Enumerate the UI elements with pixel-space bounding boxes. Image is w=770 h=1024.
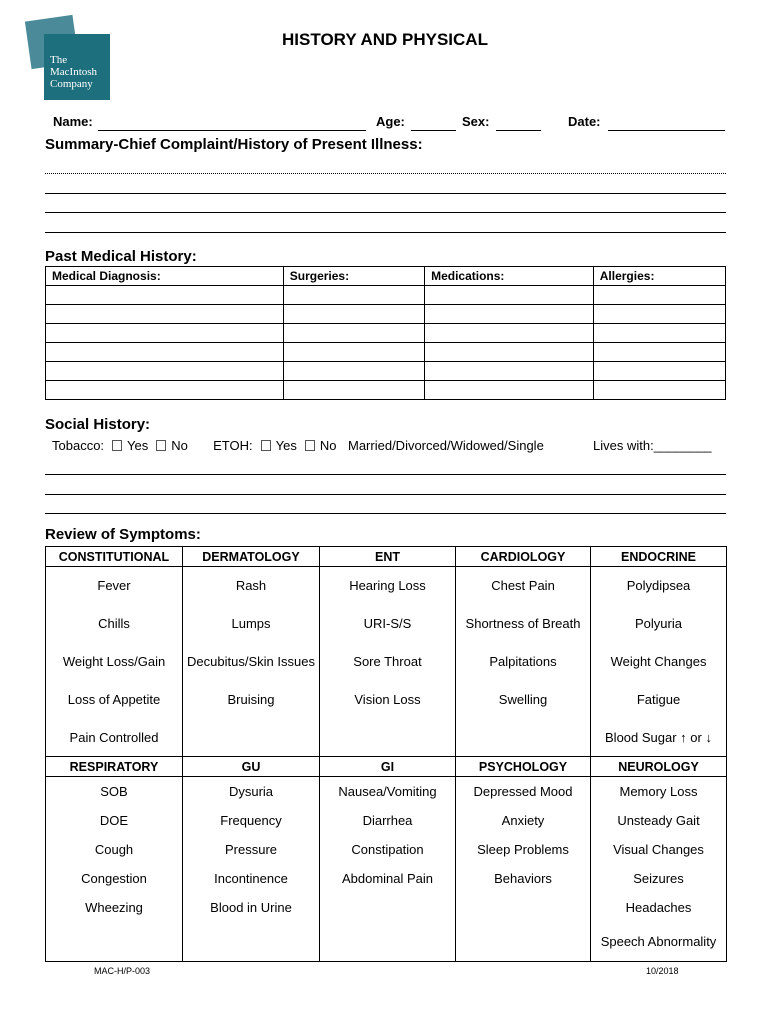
table-row: [46, 719, 727, 757]
ros-item[interactable]: Headaches: [591, 893, 727, 922]
ros-item[interactable]: Sore Throat: [320, 643, 456, 681]
pmh-table: [45, 266, 726, 400]
table-row: [46, 777, 727, 806]
lives-with-field[interactable]: Lives with:________: [593, 438, 712, 453]
ros-item[interactable]: Swelling: [456, 681, 591, 719]
ros-item[interactable]: SOB: [46, 777, 183, 806]
ros-item[interactable]: Speech Abnormality: [591, 922, 727, 962]
ros-item[interactable]: Visual Changes: [591, 835, 727, 864]
ros-item: [46, 922, 183, 962]
pmh-cell[interactable]: [425, 305, 594, 324]
ros-item[interactable]: Memory Loss: [591, 777, 727, 806]
etoh-no-label: No: [319, 438, 337, 453]
social-line[interactable]: [45, 513, 726, 514]
ros-header-respiratory: RESPIRATORY: [46, 757, 183, 777]
ros-item[interactable]: Bruising: [183, 681, 320, 719]
pmh-cell[interactable]: [283, 381, 424, 400]
pmh-cell[interactable]: [46, 381, 284, 400]
ros-item[interactable]: Behaviors: [456, 864, 591, 893]
ros-header-neurology: NEUROLOGY: [591, 757, 727, 777]
ros-item: [183, 922, 320, 962]
pmh-cell[interactable]: [283, 286, 424, 305]
social-line[interactable]: [45, 474, 726, 475]
form-code: MAC-H/P-003: [94, 966, 151, 976]
logo-line-1: The: [50, 54, 68, 66]
ros-item[interactable]: Blood in Urine: [183, 893, 320, 922]
pmh-cell[interactable]: [283, 305, 424, 324]
social-heading: Social History:: [45, 416, 151, 433]
ros-header-ent: ENT: [320, 547, 456, 567]
ros-item[interactable]: Polyuria: [591, 605, 727, 643]
table-row: [46, 922, 727, 962]
ros-item[interactable]: Hearing Loss: [320, 567, 456, 605]
pmh-cell[interactable]: [425, 324, 594, 343]
ros-item: [320, 719, 456, 757]
ros-item[interactable]: Sleep Problems: [456, 835, 591, 864]
table-row: [46, 343, 726, 362]
pmh-header-surgeries: Surgeries:: [283, 267, 424, 286]
ros-header-cardiology: CARDIOLOGY: [456, 547, 591, 567]
ros-item: [183, 719, 320, 757]
pmh-cell[interactable]: [46, 362, 284, 381]
date-label: Date:: [568, 114, 601, 129]
table-row: [46, 605, 727, 643]
ros-item[interactable]: Fever: [46, 567, 183, 605]
ros-item[interactable]: Chills: [46, 605, 183, 643]
tobacco-yes-label: Yes: [127, 438, 149, 453]
pmh-cell[interactable]: [283, 362, 424, 381]
table-row: [46, 835, 727, 864]
summary-line[interactable]: [45, 193, 726, 194]
ros-item[interactable]: Lumps: [183, 605, 320, 643]
pmh-cell[interactable]: [46, 286, 284, 305]
ros-item[interactable]: Pressure: [183, 835, 320, 864]
marital-status[interactable]: Married/Divorced/Widowed/Single: [348, 438, 544, 453]
pmh-cell[interactable]: [425, 381, 594, 400]
ros-header-psychology: PSYCHOLOGY: [456, 757, 591, 777]
ros-item[interactable]: Polydipsea: [591, 567, 727, 605]
table-row: [46, 893, 727, 922]
ros-item[interactable]: DOE: [46, 806, 183, 835]
sex-field[interactable]: [496, 130, 541, 131]
name-label: Name:: [53, 114, 93, 129]
etoh-label: ETOH:: [213, 438, 253, 453]
pmh-cell[interactable]: [46, 324, 284, 343]
pmh-cell[interactable]: [425, 286, 594, 305]
table-row: [46, 864, 727, 893]
form-date: 10/2018: [646, 966, 679, 976]
ros-item[interactable]: Pain Controlled: [46, 719, 183, 757]
ros-item[interactable]: Abdominal Pain: [320, 864, 456, 893]
tobacco-no-label: No: [171, 438, 188, 453]
table-row: [46, 381, 726, 400]
summary-line[interactable]: [45, 173, 726, 174]
table-row: [46, 567, 727, 605]
logo-line-3: Company: [50, 78, 93, 90]
pmh-cell[interactable]: [283, 343, 424, 362]
ros-item[interactable]: Decubitus/Skin Issues: [183, 643, 320, 681]
pmh-cell[interactable]: [593, 381, 725, 400]
pmh-header-allergies: Allergies:: [593, 267, 725, 286]
pmh-cell[interactable]: [425, 362, 594, 381]
pmh-header-diagnosis: Medical Diagnosis:: [46, 267, 284, 286]
pmh-cell[interactable]: [46, 343, 284, 362]
pmh-cell[interactable]: [283, 324, 424, 343]
ros-item[interactable]: Palpitations: [456, 643, 591, 681]
ros-item[interactable]: Chest Pain: [456, 567, 591, 605]
ros-item[interactable]: Cough: [46, 835, 183, 864]
ros-item[interactable]: Loss of Appetite: [46, 681, 183, 719]
ros-item: [320, 922, 456, 962]
pmh-cell[interactable]: [593, 362, 725, 381]
sex-label: Sex:: [462, 114, 490, 129]
ros-item[interactable]: Dysuria: [183, 777, 320, 806]
ros-heading: Review of Symptoms:: [45, 526, 201, 543]
ros-item[interactable]: Frequency: [183, 806, 320, 835]
social-line[interactable]: [45, 494, 726, 495]
pmh-heading: Past Medical History:: [45, 248, 197, 265]
ros-item[interactable]: Diarrhea: [320, 806, 456, 835]
table-row: [46, 362, 726, 381]
ros-item[interactable]: Unsteady Gait: [591, 806, 727, 835]
table-row: [46, 806, 727, 835]
ros-header-constitutional: CONSTITUTIONAL: [46, 547, 183, 567]
ros-header-gi: GI: [320, 757, 456, 777]
name-field[interactable]: [98, 130, 366, 131]
table-row: [46, 286, 726, 305]
age-field[interactable]: [411, 130, 456, 131]
ros-item: [320, 893, 456, 922]
pmh-header-medications: Medications:: [425, 267, 594, 286]
pmh-cell[interactable]: [425, 343, 594, 362]
ros-item[interactable]: Seizures: [591, 864, 727, 893]
table-row: [46, 643, 727, 681]
table-row: [46, 324, 726, 343]
table-row: [46, 681, 727, 719]
date-field[interactable]: [608, 130, 725, 131]
age-label: Age:: [376, 114, 405, 129]
ros-item: [456, 922, 591, 962]
summary-line[interactable]: [45, 212, 726, 213]
ros-header-dermatology: DERMATOLOGY: [183, 547, 320, 567]
pmh-cell[interactable]: [593, 305, 725, 324]
summary-heading: Summary-Chief Complaint/History of Present Illness:: [45, 136, 423, 153]
ros-item[interactable]: Blood Sugar ↑ or ↓: [591, 719, 727, 757]
ros-item[interactable]: Vision Loss: [320, 681, 456, 719]
social-row: [52, 438, 336, 453]
ros-item[interactable]: Rash: [183, 567, 320, 605]
tobacco-yes-checkbox[interactable]: [112, 440, 122, 451]
pmh-cell[interactable]: [593, 286, 725, 305]
ros-item[interactable]: Weight Changes: [591, 643, 727, 681]
pmh-cell[interactable]: [46, 305, 284, 324]
ros-header-gu: GU: [183, 757, 320, 777]
etoh-yes-label: Yes: [275, 438, 297, 453]
ros-item[interactable]: Depressed Mood: [456, 777, 591, 806]
ros-item: [456, 719, 591, 757]
summary-line[interactable]: [45, 232, 726, 233]
ros-item[interactable]: Congestion: [46, 864, 183, 893]
ros-header-endocrine: ENDOCRINE: [591, 547, 727, 567]
ros-item[interactable]: Anxiety: [456, 806, 591, 835]
ros-item[interactable]: Shortness of Breath: [456, 605, 591, 643]
etoh-no-checkbox[interactable]: [305, 440, 315, 451]
tobacco-label: Tobacco:: [52, 438, 105, 453]
ros-item[interactable]: URI-S/S: [320, 605, 456, 643]
logo-line-2: MacIntosh: [50, 66, 98, 78]
ros-table: [45, 546, 727, 962]
ros-item[interactable]: Fatigue: [591, 681, 727, 719]
ros-item[interactable]: Nausea/Vomiting: [320, 777, 456, 806]
page-title: HISTORY AND PHYSICAL: [282, 30, 488, 49]
pmh-cell[interactable]: [593, 324, 725, 343]
table-row: [46, 305, 726, 324]
ros-item[interactable]: Wheezing: [46, 893, 183, 922]
ros-item[interactable]: Incontinence: [183, 864, 320, 893]
ros-item[interactable]: Constipation: [320, 835, 456, 864]
etoh-yes-checkbox[interactable]: [261, 440, 271, 451]
ros-item: [456, 893, 591, 922]
ros-item[interactable]: Weight Loss/Gain: [46, 643, 183, 681]
pmh-cell[interactable]: [593, 343, 725, 362]
tobacco-no-checkbox[interactable]: [156, 440, 166, 451]
